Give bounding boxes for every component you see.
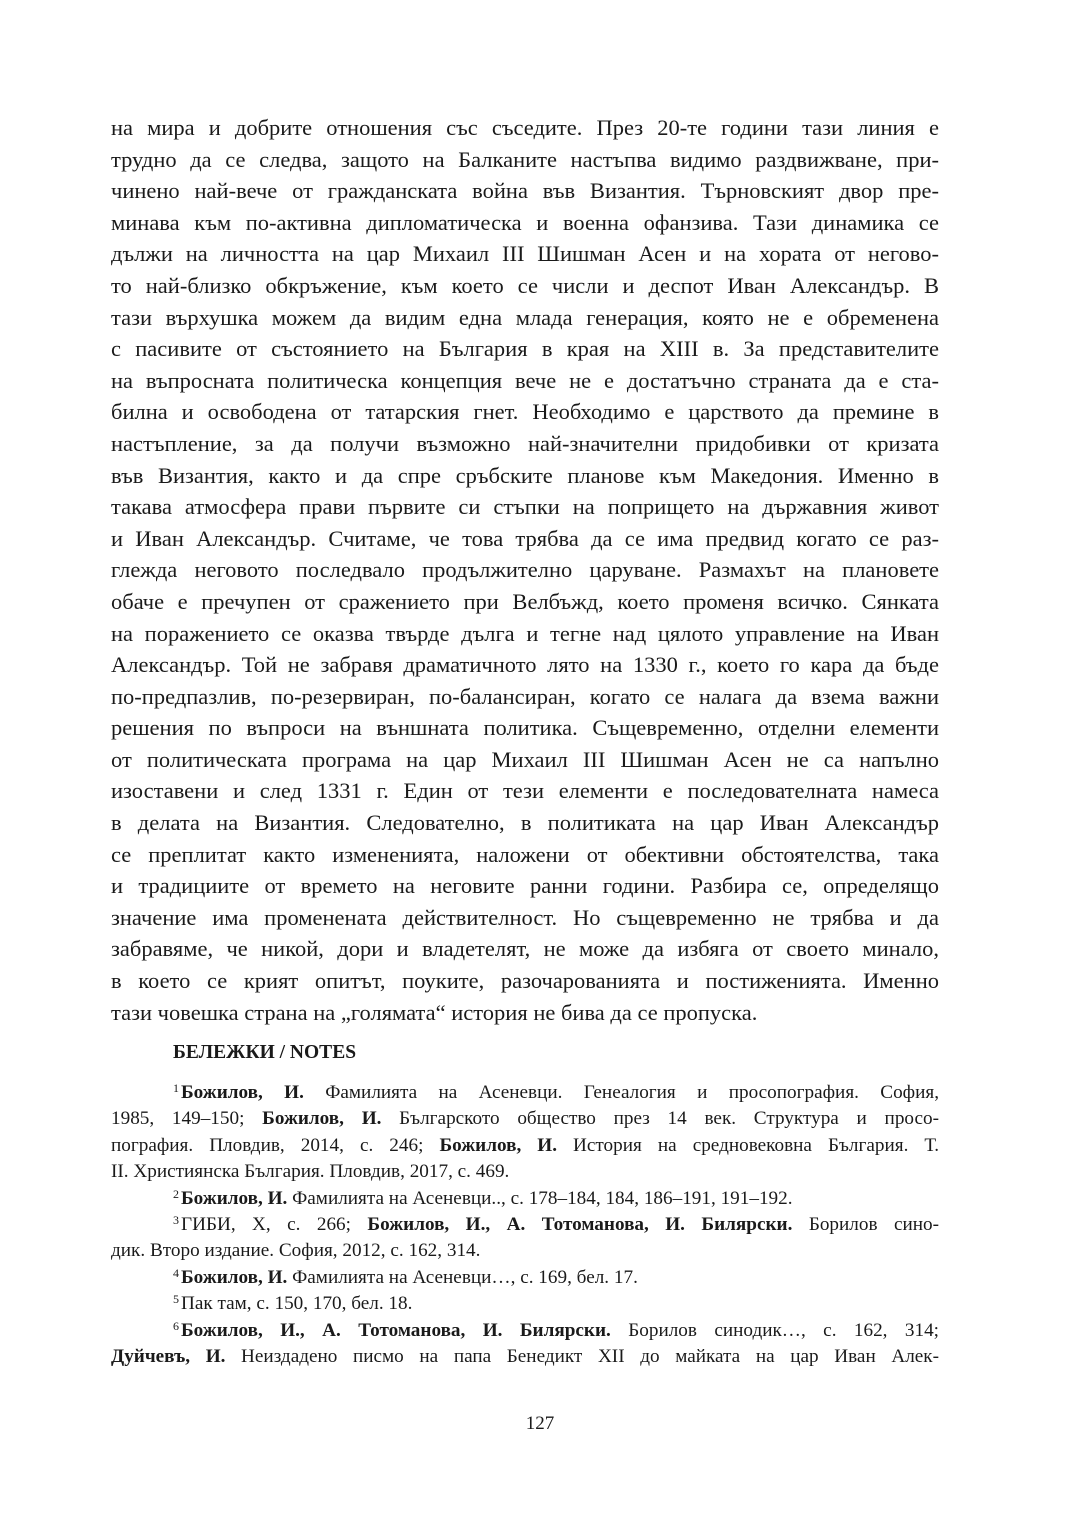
footnotes <box>111 1080 939 1370</box>
body-line: забравяме, че никой, дори и владетелят, не може да избяга от своето минало, <box>111 936 939 962</box>
body-line: дължи на личността на цар Михаил III Шишман Асен и на хората от негово- <box>111 241 939 267</box>
body-line: в което се крият опитът, поуките, разочарованията и постиженията. Именно <box>111 968 939 994</box>
body-line: на мира и добрите отношения със съседите. През 20-те години тази линия е <box>111 115 939 140</box>
body-line: Александър. Той не забравя драматичното лято на 1330 г., което го кара да бъде <box>111 652 939 678</box>
body-line: и традициите от времето на неговите ранни години. Разбира се, определящо <box>111 873 939 899</box>
footnote-1-line: пография. Пловдив, 2014, с. 246; Божилов, И. История на средновековна България. Т. <box>111 1134 939 1156</box>
body-line: тази върхушка можем да видим една млада генерация, която не е обременена <box>111 304 939 330</box>
body-line: от политическата програма на цар Михаил III Шишман Асен не са напълно <box>111 746 939 772</box>
footnote-1-line: II. Християнска България. Пловдив, 2017, с. 469. <box>111 1161 510 1183</box>
footnote-number: 6 <box>173 1318 179 1333</box>
body-text <box>111 112 939 1028</box>
body-line: по-предпазлив, по-резервиран, по-балансиран, когато се налага да взема важни <box>111 683 939 709</box>
body-line: изоставени и след 1331 г. Един от тези елементи е последователната намеса <box>111 778 939 804</box>
footnote-1-line: 1985, 149–150; Божилов, И. Българското общество през 14 век. Структура и просо- <box>111 1108 939 1130</box>
notes-heading: БЕЛЕЖКИ / NOTES <box>173 1042 357 1063</box>
body-line: тази човешка страна на „голямата“ история не бива да се пропуска. <box>111 999 758 1025</box>
body-line: с пасивите от състоянието на България в края на XIII в. За представителите <box>111 336 939 362</box>
footnote-4-line: $^4$ Божилов, И. Фамилията на Асеневци…, с. 169, бел. 17. <box>173 1265 638 1288</box>
body-line: във Византия, както и да спре сръбските планове към Македония. Именно в <box>111 462 939 488</box>
footnote-2-line: $^2$ Божилов, И. Фамилията на Асеневци.., с. 178–184, 184, 186–191, 191–192. <box>173 1186 793 1209</box>
footnote-number: 2 <box>173 1186 179 1201</box>
footnote-number: 5 <box>173 1292 179 1307</box>
body-line: значение има промененaта действителност. Но същевременно не трябва и да <box>111 904 939 930</box>
body-line: на въпросната политическа концепция вече не е достатъчно страната да е ста- <box>111 367 939 393</box>
footnote-3-line: дик. Второ издание. София, 2012, с. 162, 314. <box>111 1240 481 1262</box>
body-line: обаче е пречупен от сражението при Велбъжд, което променя всичко. Сянката <box>111 588 939 614</box>
body-line: се преплитат както измененията, наложени от обективни обстоятелства, така <box>111 841 939 867</box>
footnote-number: 3 <box>173 1212 179 1227</box>
footnote-1-line: $^1$ Божилов, И. Фамилията на Асеневци. Генеалогия и просопография. София, <box>173 1081 939 1103</box>
footnote-number: 4 <box>173 1265 179 1280</box>
body-line: чинено най-вече от гражданската война във Византия. Търновският двор пре- <box>111 178 939 204</box>
body-line: глежда неговото последвало продължително царуване. Размахът на плановете <box>111 557 939 583</box>
body-line: настъпление, за да получи възможно най-значителни придобивки от кризата <box>111 430 939 456</box>
body-line: то най-близко обкръжение, към което се числи и деспот Иван Александър. В <box>111 272 939 298</box>
footnote-5-line: $^5$ Пак там, с. 150, 170, бел. 18. <box>173 1292 413 1315</box>
page-number: 127 <box>525 1413 555 1434</box>
body-line: билна и освободена от татарския гнет. Необходимо е царството да премине в <box>111 399 939 425</box>
body-line: на поражението се оказва твърде дълга и тегне над цялото управление на Иван <box>111 620 939 646</box>
body-line: и Иван Александър. Считаме, че това трябва да се има предвид когато се раз- <box>111 525 939 551</box>
footnote-3-line: $^3$ ГИБИ, X, с. 266; Божилов, И., А. Тотоманова, И. Билярски. Борилов сино- <box>173 1212 939 1235</box>
footnote-6-line: $^6$ Божилов, И., А. Тотоманова, И. Билярски. Борилов синодик…, с. 162, 314; <box>173 1318 939 1341</box>
footnote-6-line: Дуйчевъ, И. Неиздадено писмо на папа Бенедикт XII до майката на цар Иван Алек- <box>111 1345 940 1367</box>
body-line: минава към по-активна дипломатическа и военна офанзива. Тази динамика се <box>111 209 939 235</box>
body-line: такава атмосфера прави първите си стъпки на попрището на държавния живот <box>111 494 939 520</box>
footnote-number: 1 <box>173 1081 179 1095</box>
body-line: трудно да се следва, защото на Балканите настъпва видимо раздвижване, при- <box>111 146 939 172</box>
body-line: в делата на Византия. Следователно, в политиката на цар Иван Александър <box>111 810 939 836</box>
body-line: решения по въпроси на външната политика. Същевременно, отделни елементи <box>111 715 939 741</box>
